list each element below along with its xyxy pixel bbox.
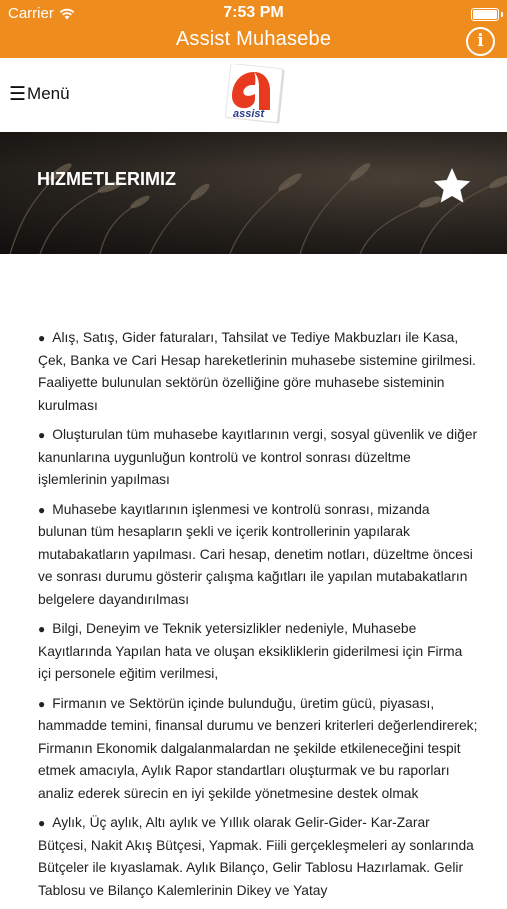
list-item: [38, 812, 478, 902]
list-item-text: Alış, Satış, Gider faturaları, Tahsilat ve Tediye Makbuzları ile Kasa, Çek, Banka ve Cari Hesap hareketlerinin muhasebe sistemine girilmesi. Faaliyette bulunulan sektörün özelliğine göre muhasebe sisteminin kurulması: [38, 330, 476, 413]
app-title-bar: [0, 27, 507, 58]
hero-banner: [0, 132, 507, 254]
services-list: [38, 327, 478, 902]
list-item-text: Muhasebe kayıtlarının işlenmesi ve kontrolü sonrası, mizanda bulunan tüm hesapların şekli ve içerik kontrollerinin yapılarak mutabakatların yapılması. Cari hesap, denetim notları, düzeltme öncesi ve sonrası durumu gösterir çalışma kağıtları ile yapılan mutabakatların belgelere dayandırılması: [38, 501, 473, 607]
carrier-label: Carrier: [8, 5, 54, 22]
list-item: [38, 327, 478, 417]
bullet-icon: ●: [38, 502, 46, 517]
bullet-icon: ●: [38, 696, 46, 711]
list-item-text: Bilgi, Deneyim ve Teknik yetersizlikler nedeniyle, Muhasebe Kayıtlarında Yapılan hata ve oluşan eksikliklerin giderilmesi için Firma içi personele eğitim verilmesi,: [38, 621, 463, 681]
menu-label: Menü: [27, 84, 70, 103]
list-item: [38, 693, 478, 806]
list-item-text: Firmanın ve Sektörün içinde bulunduğu, üretim gücü, piyasası, hammadde temini, finansal durumu ve benzeri kriterleri değerlendirerek; Firmanın Ekonomik dalgalanmalardan ne şekilde etkileneceğini tespit etmek amacıyla, Aylık Rapor standartları oluşturmak ve bu raporları analiz ederek sürecin en iyi şekilde yönetmesine destek olmak: [38, 695, 478, 801]
battery-icon: [471, 8, 499, 21]
services-content: [38, 327, 478, 909]
bullet-icon: ●: [38, 331, 46, 345]
section-title: HIZMETLERIMIZ: [37, 169, 176, 189]
list-item-text: Aylık, Üç aylık, Altı aylık ve Yıllık olarak Gelir-Gider- Kar-Zarar Bütçesi, Nakit Akış Bütçesi, Yapmak. Fiili gerçekleşmeleri ay sonlarında Bütçeler ile kıyaslamak. Aylık Bilanço, Gelir Tablosu Hazırlamak. Gelir Tablosu ve Bilanço Kalemlerinin Dikey ve Yatay: [38, 815, 474, 898]
bullet-icon: ●: [38, 816, 46, 830]
bullet-icon: ●: [38, 428, 46, 442]
app-title: Assist Muhasebe: [175, 28, 332, 50]
menu-button[interactable]: [9, 84, 70, 104]
status-time: 7:53 PM: [223, 4, 284, 21]
list-item: [38, 424, 478, 492]
assist-logo[interactable]: [224, 64, 286, 128]
logo-text: assist: [233, 108, 265, 120]
info-icon[interactable]: i: [466, 27, 495, 56]
status-bar: [0, 0, 507, 27]
list-item: [38, 499, 478, 612]
nav-bar: [0, 58, 507, 132]
bullet-icon: ●: [38, 622, 46, 636]
hamburger-icon: ☰: [9, 83, 27, 105]
favorite-star-icon[interactable]: [430, 165, 474, 207]
list-item: [38, 618, 478, 686]
list-item-text: Oluşturulan tüm muhasebe kayıtlarının vergi, sosyal güvenlik ve diğer kanunlarına uygunluğun kontrolü ve kontrol sonrası düzeltme işlemlerinin yapılması: [38, 427, 478, 487]
